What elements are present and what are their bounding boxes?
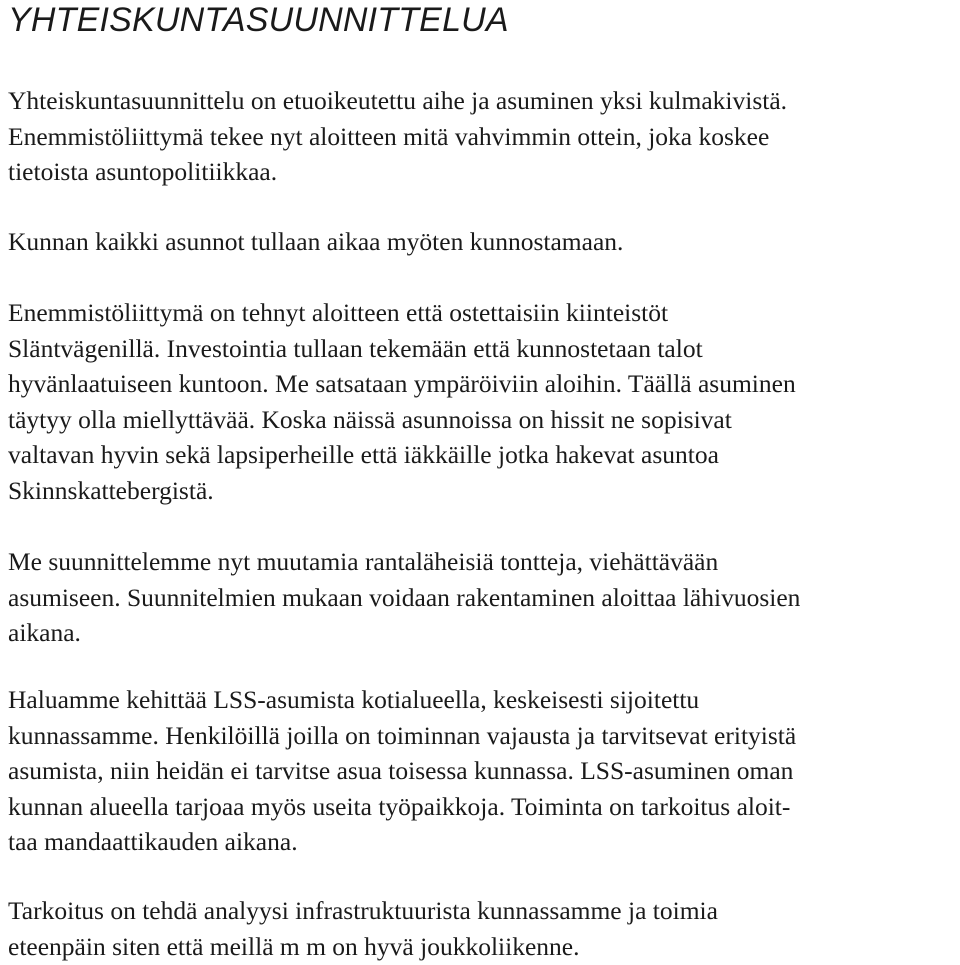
document-page	[8, 0, 958, 961]
paragraph-property-purchase: Enemmistöliittymä on tehnyt aloitteen että ostettaisiin kiinteistöt Släntvägenillä. Investointia tullaan tekemään että kunnostetaan talot hyvänlaatuiseen kuntoon. Me satsataan ympäröiviin aloihin. Täällä asuminen täytyy olla miellyttävää. Koska näissä asunnoissa on hissit ne sopisivat valtavan hyvin sekä lapsiperheille että iäkkäille jotka hakevat asuntoa Skinnskattebergistä.	[8, 298, 796, 505]
paragraph-intro: Yhteiskuntasuunnittelu on etuoikeutettu aihe ja asuminen yksi kulmakivistä. Enemmistöliittymä tekee nyt aloitteen mitä vahvimmin ottein, joka koskee tietoista asuntopolitiikkaa.	[8, 86, 788, 186]
page-title: YHTEISKUNTASUUNNITTELUA	[8, 1, 509, 39]
paragraph-infrastructure: Tarkoitus on tehdä analyysi infrastruktuurista kunnassamme ja toimia eteenpäin siten että meillä m m on hyvä joukkoliikenne.	[8, 896, 718, 961]
paragraph-renovation: Kunnan kaikki asunnot tullaan aikaa myöten kunnostamaan.	[8, 227, 624, 256]
paragraph-shore-plots: Me suunnittelemme nyt muutamia rantaläheisiä tontteja, viehättävään asumiseen. Suunnitelmien mukaan voidaan rakentaminen aloittaa lähivuosien aikana.	[8, 547, 801, 647]
paragraph-lss-housing: Haluamme kehittää LSS-asumista kotialueella, keskeisesti sijoitettu kunnassamme. Henkilöillä joilla on toiminnan vajausta ja tarvitsevat erityistä asumista, niin heidän ei tarvitse asua toisessa kunnassa. LSS-asuminen oman kunnan alueella tarjoaa myös useita työpaikkoja. Toiminta on tarkoitus aloit- taa mandaattikauden aikana.	[8, 685, 797, 856]
